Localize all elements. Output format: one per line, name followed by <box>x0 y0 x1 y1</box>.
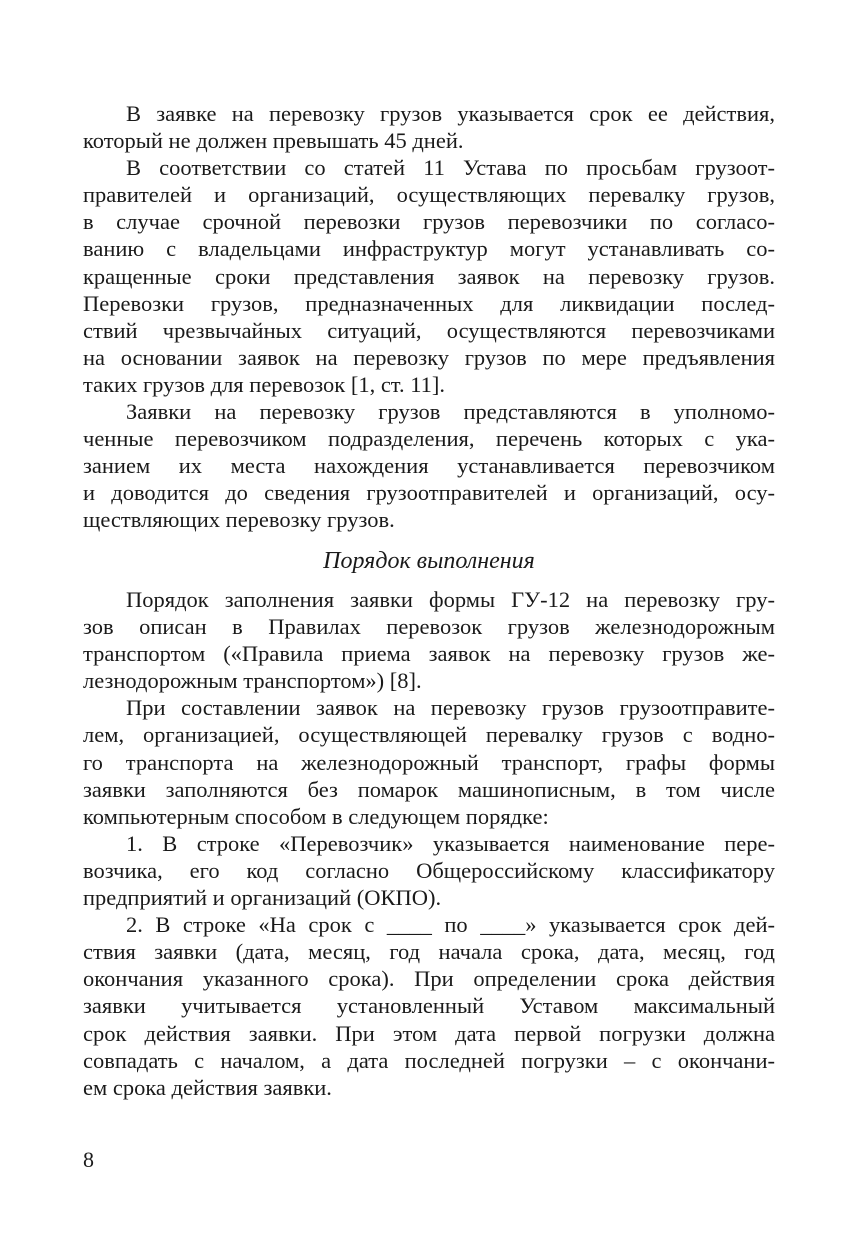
text-line: лем, организацией, осуществляющей перевалку грузов с водно- <box>83 722 775 748</box>
text-line: на основании заявок на перевозку грузов по мере предъявления <box>83 344 775 370</box>
text-line: в случае срочной перевозки грузов перевозчики по согласо- <box>83 209 775 235</box>
text-line: занием их места нахождения устанавливается перевозчиком <box>83 453 775 479</box>
text-line: срок действия заявки. При этом дата первой погрузки должна <box>83 1020 775 1046</box>
text-line: В соответствии со статей 11 Устава по просьбам грузоот- <box>126 155 775 181</box>
text-line: зов описан в Правилах перевозок грузов железнодорожным <box>83 614 775 640</box>
text-line: го транспорта на железнодорожный транспорт, графы формы <box>83 749 775 775</box>
paragraph <box>83 694 775 829</box>
body-text-section-1 <box>83 100 775 534</box>
text-line: таких грузов для перевозок [1, ст. 11]. <box>83 371 445 397</box>
text-line: Заявки на перевозку грузов представляются в уполномо- <box>126 399 775 425</box>
text-line: ствий чрезвычайных ситуаций, осуществляются перевозчиками <box>83 317 775 343</box>
text-line: который не должен превышать 45 дней. <box>83 128 464 154</box>
page-number: 8 <box>83 1147 94 1172</box>
text-line: заявки заполняются без помарок машинописным, в том числе <box>83 776 775 802</box>
text-line: Перевозки грузов, предназначенных для ликвидации послед- <box>83 290 775 316</box>
text-line: предприятий и организаций (ОКПО). <box>83 885 442 911</box>
text-line: заявки учитывается установленный Уставом максимальный <box>83 993 775 1019</box>
text-line: В заявке на перевозку грузов указывается срок ее действия, <box>126 101 775 126</box>
text-line: 1. В строке «Перевозчик» указывается наименование пере- <box>126 830 775 856</box>
text-line: и доводится до сведения грузоотправителей и организаций, осу- <box>83 480 775 506</box>
body-text-section-2 <box>83 586 775 1101</box>
text-line: кращенные сроки представления заявок на перевозку грузов. <box>83 263 775 289</box>
text-line: лезнодорожным транспортом») [8]. <box>83 668 422 694</box>
text-line: правителей и организаций, осуществляющих перевалку грузов, <box>83 182 775 208</box>
text-line: совпадать с началом, а дата последней погрузки – с окончани- <box>83 1047 775 1073</box>
text-line: 2. В строке «На срок с ____ по ____» указывается срок дей- <box>126 912 775 938</box>
text-line: ем срока действия заявки. <box>83 1074 332 1100</box>
paragraph <box>83 154 775 398</box>
text-line: транспортом («Правила приема заявок на перевозку грузов же- <box>83 641 775 667</box>
paragraph <box>83 100 775 154</box>
text-line: компьютерным способом в следующем порядке: <box>83 803 549 829</box>
text-line: ществляющих перевозку грузов. <box>83 507 395 533</box>
paragraph <box>83 911 775 1101</box>
text-line: окончания указанного срока). При определении срока действия <box>83 966 775 992</box>
paragraph <box>83 398 775 533</box>
text-line: возчика, его код согласно Общероссийскому классификатору <box>83 857 775 883</box>
paragraph <box>83 830 775 911</box>
paragraph <box>83 586 775 694</box>
text-line: ствия заявки (дата, месяц, год начала срока, дата, месяц, год <box>83 939 775 965</box>
text-line: Порядок заполнения заявки формы ГУ-12 на перевозку гру- <box>126 587 775 612</box>
text-line: При составлении заявок на перевозку грузов грузоотправите- <box>126 695 775 721</box>
text-line: ченные перевозчиком подразделения, перечень которых с ука- <box>83 426 775 452</box>
section-heading: Порядок выполнения <box>323 548 535 574</box>
text-line: ванию с владельцами инфраструктур могут устанавливать со- <box>83 236 775 262</box>
